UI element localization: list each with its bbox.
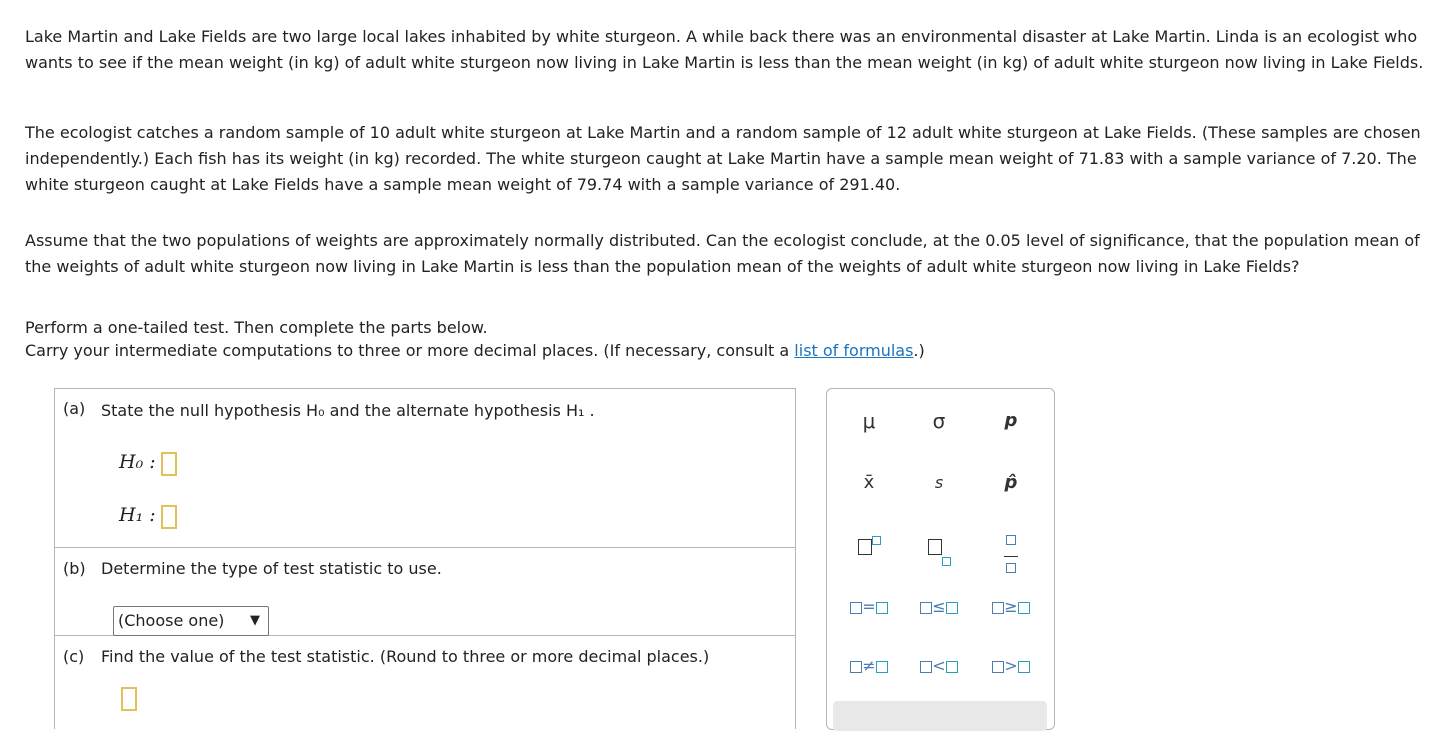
select-value: (Choose one) [118,611,225,630]
not-equal-button[interactable] [839,646,899,686]
list-of-formulas-link[interactable]: list of formulas [794,341,914,360]
equals-symbol: = [862,597,876,616]
part-c-section [55,635,795,735]
numerator-box-icon [1006,535,1016,545]
instructions-text: Carry your intermediate computations to three or more decimal places. (If necessary, consult a [25,341,795,360]
greater-equal-symbol: ≥ [1004,597,1018,616]
test-statistic-select[interactable] [113,606,269,636]
answer-panel [54,388,796,729]
right-box-icon [946,602,958,614]
right-box-icon [876,661,888,673]
left-box-icon [992,661,1004,673]
problem-paragraph-3: Assume that the two populations of weights are approximately normally distributed. Can the ecologist conclude, at the 0.05 level of significance, that the population mean of the weights of adult white sturgeon now living in Lake Martin is less than the population mean of the weights of adult white sturgeon now living in Lake Fields? [25,231,1420,276]
right-box-icon [876,602,888,614]
less-than-symbol: < [932,656,946,675]
left-box-icon [850,661,862,673]
p-button[interactable]: p [1004,410,1018,431]
part-c-prompt: Find the value of the test statistic. (Round to three or more decimal places.) [101,647,710,666]
problem-paragraph-2: The ecologist catches a random sample of 10 adult white sturgeon at Lake Martin and a random sample of 12 adult white sturgeon at Lake Fields. (These samples are chosen independently.) Each fish has its weight (in kg) recorded. The white sturgeon caught at Lake Martin have a sample mean weight of 71.83 with a sample variance of 7.20. The white sturgeon caught at Lake Fields have a sample mean weight of 79.74 with a sample variance of 291.40. [25,123,1421,194]
test-statistic-input[interactable] [121,687,137,711]
symbol-palette [826,388,1055,730]
less-than-button[interactable] [909,646,969,686]
h0-symbol: H₀ : [119,451,156,473]
left-box-icon [992,602,1004,614]
greater-than-button[interactable] [981,646,1041,686]
subscript-box-icon [942,557,951,566]
dropdown-arrow-icon: ▼ [250,613,260,628]
problem-paragraph-1: Lake Martin and Lake Fields are two large local lakes inhabited by white sturgeon. A while back there was an environmental disaster at Lake Martin. Linda is an ecologist who wants to see if the mean weight (in kg) of adult white sturgeon now living in Lake Martin is less than the mean weight (in kg) of adult white sturgeon now living in Lake Fields. [25,27,1424,72]
mu-button[interactable]: μ [862,409,876,433]
h0-input[interactable] [161,452,177,476]
alternate-hypothesis-row [119,504,177,529]
part-b-prompt: Determine the type of test statistic to use. [101,559,442,578]
right-box-icon [1018,661,1030,673]
base-box-icon [858,539,872,555]
superscript-button[interactable] [839,526,899,566]
xbar-button[interactable]: x̄ [863,472,875,493]
part-b-label: (b) [63,559,86,578]
instructions-tail: .) [913,341,925,360]
less-equal-symbol: ≤ [932,597,946,616]
h1-symbol: H₁ : [119,504,156,526]
superscript-box-icon [872,536,881,545]
h1-input[interactable] [161,505,177,529]
subscript-button[interactable] [909,526,969,566]
s-button[interactable]: s [934,473,944,492]
right-box-icon [1018,602,1030,614]
part-a-label: (a) [63,399,86,418]
part-b-section [55,547,795,636]
phat-button[interactable]: p̂ [1004,472,1018,493]
part-c-label: (c) [63,647,85,666]
left-box-icon [920,661,932,673]
right-box-icon [946,661,958,673]
sigma-button[interactable]: σ [932,409,946,433]
left-box-icon [850,602,862,614]
less-equal-button[interactable] [909,587,969,627]
fraction-bar-icon [1004,556,1018,557]
fraction-button[interactable] [981,526,1041,572]
instructions-line-2 [25,338,1433,364]
denominator-box-icon [1006,563,1016,573]
greater-than-symbol: > [1004,656,1018,675]
part-a-section [55,389,795,548]
equals-button[interactable] [839,587,899,627]
instructions-line-1: Perform a one-tailed test. Then complete the parts below. [25,318,488,337]
part-a-prompt: State the null hypothesis H₀ and the alternate hypothesis H₁ . [101,401,595,420]
greater-equal-button[interactable] [981,587,1041,627]
left-box-icon [920,602,932,614]
not-equal-symbol: ≠ [862,656,876,675]
base-box-icon [928,539,942,555]
null-hypothesis-row [119,451,177,476]
palette-footer-bar [833,701,1047,731]
